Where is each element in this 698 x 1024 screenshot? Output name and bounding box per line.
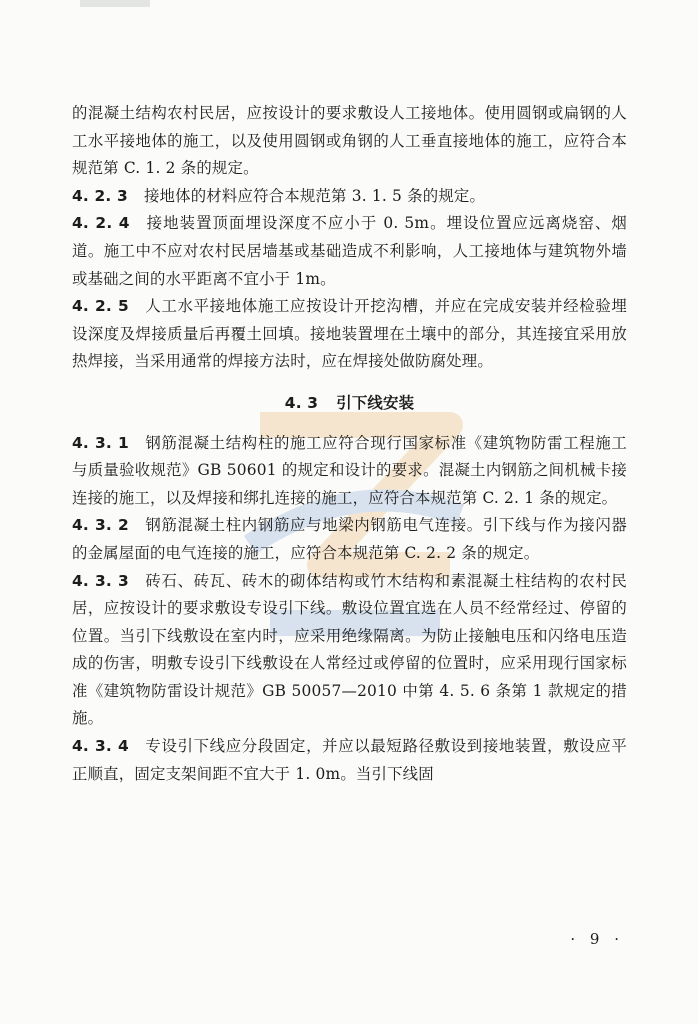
clause-number: 4. 3. 1	[72, 433, 129, 452]
clause-text: 砖石、砖瓦、砖木的砌体结构或竹木结构和素混凝土柱结构的农村民居，应按设计的要求敷设专设引下线。敷设位置宜选在人员不经常经过、停留的位置。当引下线敷设在室内时，应采用绝缘隔离。为防止接触电压和闪络电压造成的伤害，明敷专设引下线敷设在人常经过或停留的位置时，应采用现行国家标准《建筑物防雷设计规范》GB 50057—2010 中第 4. 5. 6 条第 1 款规定的措施。	[72, 571, 627, 728]
clause-4-3-4	[72, 733, 627, 788]
clause-text: 专设引下线应分段固定，并应以最短路径敷设到接地装置，敷设应平正顺直，固定支架间距不宜大于 1. 0m。当引下线固	[72, 737, 627, 783]
clause-4-3-3	[72, 568, 627, 734]
clause-text: 钢筋混凝土结构柱的施工应符合现行国家标准《建筑物防雷工程施工与质量验收规范》GB 50601 的规定和设计的要求。混凝土内钢筋之间机械卡接连接的施工，以及焊接和绑扎连接的施工，应符合本规范第 C. 2. 1 条的规定。	[72, 433, 627, 507]
clause-number: 4. 3. 4	[72, 737, 129, 756]
clause-4-2-4	[72, 210, 627, 293]
page-number: · 9 ·	[570, 930, 624, 948]
clause-4-3-1	[72, 430, 627, 513]
clause-number: 4. 2. 4	[72, 214, 130, 233]
continuation-paragraph: 的混凝土结构农村民居，应按设计的要求敷设人工接地体。使用圆钢或扁钢的人工水平接地体的施工，以及使用圆钢或角钢的人工垂直接地体的施工，应符合本规范第 C. 1. 2 条的规定。	[72, 104, 627, 178]
clause-text: 钢筋混凝土柱内钢筋应与地梁内钢筋电气连接。引下线与作为接闪器的金属屋面的电气连接的施工，应符合本规范第 C. 2. 2 条的规定。	[72, 516, 627, 562]
section-number: 4. 3	[284, 393, 319, 412]
clause-4-2-5	[72, 293, 627, 376]
clause-4-3-2	[72, 512, 627, 567]
section-heading	[72, 390, 627, 418]
clause-text: 人工水平接地体施工应按设计开挖沟槽，并应在完成安装并经检验埋设深度及焊接质量后再覆土回填。接地装置埋在土壤中的部分，其连接宜采用放热焊接，当采用通常的焊接方法时，应在焊接处做防腐处理。	[72, 297, 627, 371]
clause-number: 4. 2. 5	[72, 297, 129, 316]
clause-text: 接地体的材料应符合本规范第 3. 1. 5 条的规定。	[143, 186, 486, 205]
clause-text: 接地装置顶面埋设深度不应小于 0. 5m。埋设位置应远离烧窑、烟道。施工中不应对农村民居墙基或基础造成不利影响，人工接地体与建筑物外墙或基础之间的水平距离不宜小于 1m。	[72, 214, 628, 288]
clause-number: 4. 3. 2	[72, 516, 129, 535]
clause-number: 4. 2. 3	[72, 186, 128, 205]
section-title: 引下线安装	[336, 393, 415, 412]
top-edge-mark	[80, 0, 150, 7]
document-body	[72, 100, 627, 788]
clause-4-2-3	[72, 183, 627, 211]
clause-number: 4. 3. 3	[72, 571, 129, 590]
